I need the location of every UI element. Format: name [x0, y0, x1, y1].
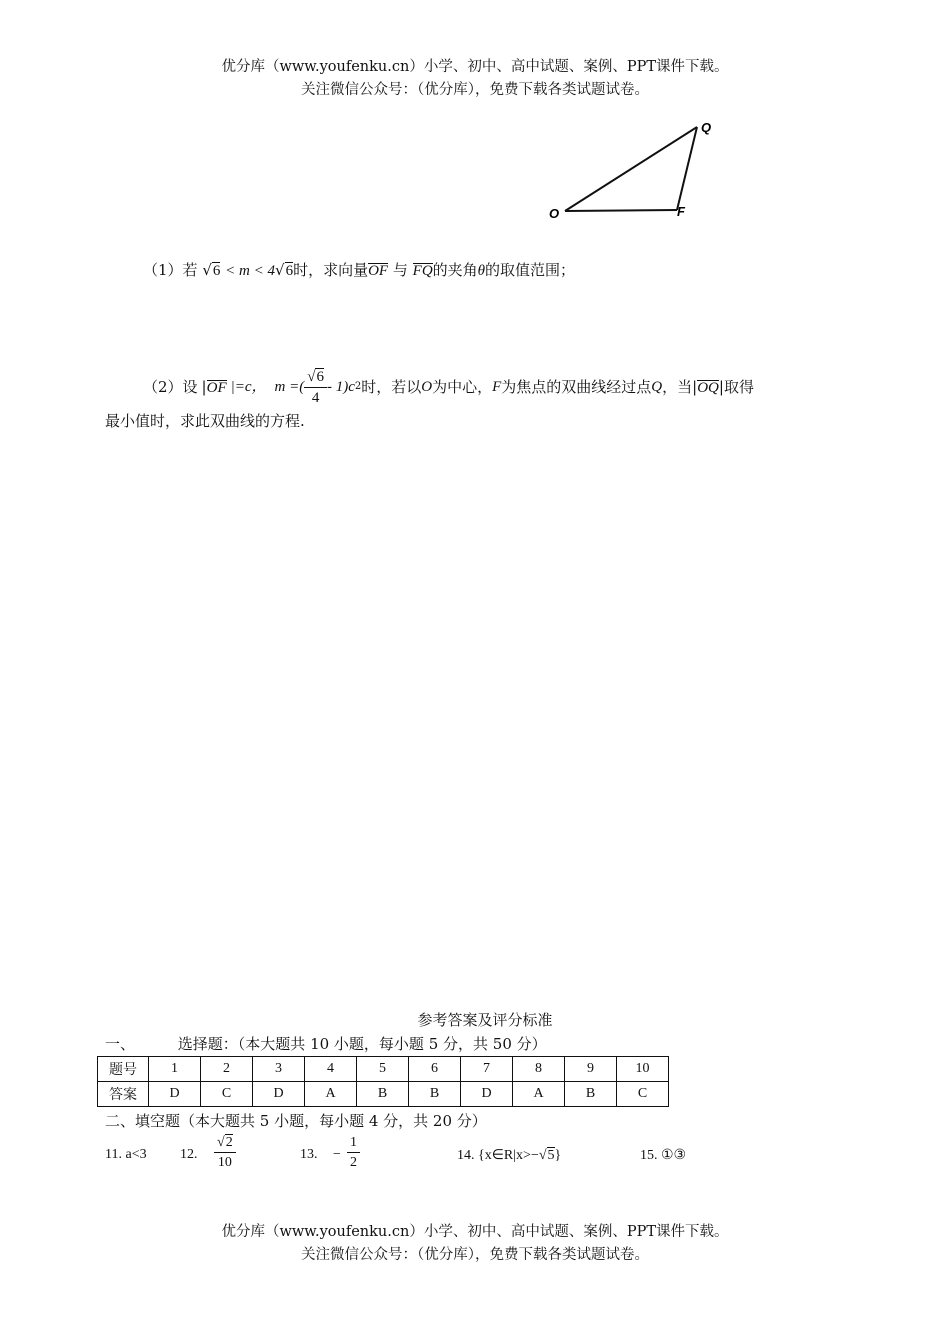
- table-cell: 10: [617, 1057, 669, 1082]
- table-cell: 1: [149, 1057, 201, 1082]
- section-2-heading: 二、填空题（本大题共 5 小题，每小题 4 分，共 20 分）: [105, 1112, 487, 1130]
- question-1: [143, 260, 575, 281]
- triangle-figure: [540, 112, 730, 228]
- q2-text-4: 为焦点的双曲线经过点: [501, 378, 652, 396]
- q1-text-2: 时，求向量: [293, 261, 369, 279]
- sqrt-6b: √6: [275, 261, 294, 279]
- fraction-denominator: 4: [311, 389, 320, 406]
- answer-14-label: 14.: [457, 1148, 475, 1163]
- answer-14-set: {x∈R|x>−: [478, 1148, 539, 1163]
- answer-13-fraction: [347, 1134, 360, 1173]
- answer-14: [457, 1147, 561, 1164]
- answer-11: 11. a<3: [105, 1147, 147, 1162]
- abs-oq: |OQ|: [692, 378, 724, 396]
- vector-of-2: OF: [206, 380, 227, 396]
- table-cell: 5: [357, 1057, 409, 1082]
- answer-12-denominator: 10: [217, 1155, 232, 1170]
- table-cell: B: [409, 1082, 461, 1107]
- q2-point-o: O: [421, 379, 433, 395]
- segment-of: [565, 210, 677, 211]
- label-f: F: [677, 204, 685, 219]
- q2-point-f: F: [492, 379, 502, 395]
- vector-fq: FQ: [412, 263, 433, 279]
- table-cell: C: [201, 1082, 253, 1107]
- answer-14-close: }: [554, 1148, 562, 1163]
- q2-equals-c: |=c，: [230, 379, 267, 395]
- table-row-answers: [98, 1082, 669, 1107]
- fraction-numerator: √6: [304, 367, 327, 388]
- answer-15: 15. ①③: [640, 1148, 687, 1163]
- header-line-2: 关注微信公众号：（优分库），免费下载各类试题试卷。: [301, 82, 649, 98]
- answer-13-label: 13.: [300, 1147, 318, 1162]
- table-row-numbers: [98, 1057, 669, 1082]
- q2-text-6: 取得: [723, 378, 754, 396]
- answer-13-numerator: 1: [347, 1134, 360, 1153]
- footer-line-2: 关注微信公众号：（优分库），免费下载各类试题试卷。: [301, 1247, 649, 1263]
- vector-oq: OQ: [697, 380, 719, 396]
- vector-of: OF: [368, 263, 389, 279]
- answer-13-denominator: 2: [350, 1155, 357, 1170]
- table-cell: B: [357, 1082, 409, 1107]
- section-1-text: 选择题：（本大题共 10 小题，每小题 5 分，共 50 分）: [177, 1035, 547, 1053]
- q1-text-5: 的取值范围；: [485, 261, 576, 279]
- footer-line-1: 优分库（www.youfenku.cn）小学、初中、高中试题、案例、PPT课件下载。: [221, 1224, 729, 1240]
- answer-12-label: 12.: [180, 1147, 198, 1162]
- label-o: O: [549, 206, 560, 221]
- table-cell: 8: [513, 1057, 565, 1082]
- table-cell: A: [513, 1082, 565, 1107]
- q1-number: （1）若: [143, 261, 198, 279]
- answer-table: [97, 1056, 669, 1107]
- table-cell: 2: [201, 1057, 253, 1082]
- table-cell: D: [149, 1082, 201, 1107]
- table-cell: 3: [253, 1057, 305, 1082]
- q2-number: （2）设: [143, 378, 198, 396]
- answer-12-numerator: √2: [214, 1134, 236, 1153]
- question-2: [143, 362, 754, 412]
- row-label-answers: 答案: [98, 1082, 149, 1107]
- row-label-numbers: 题号: [98, 1057, 149, 1082]
- q1-text-3: 与: [392, 261, 408, 279]
- q2-point-q: Q: [651, 379, 663, 395]
- q2-m-eq: m =(: [274, 379, 305, 395]
- answer-14-radicand: 5: [547, 1148, 555, 1163]
- table-cell: D: [461, 1082, 513, 1107]
- q2-text-3: 为中心，: [432, 378, 493, 396]
- answer-12-fraction: [214, 1134, 236, 1173]
- q2-line-2: 最小值时，求此双曲线的方程.: [105, 412, 305, 430]
- fraction-sqrt6-over-4: [304, 367, 327, 408]
- table-cell: B: [565, 1082, 617, 1107]
- sqrt-6: √6: [202, 261, 221, 279]
- table-cell: 9: [565, 1057, 617, 1082]
- q1-inequality: < m < 4: [225, 263, 275, 279]
- abs-of: |OF: [201, 378, 227, 396]
- q2-minus-1: - 1)c: [326, 379, 355, 395]
- section-1-number: 一、: [105, 1035, 136, 1053]
- answer-13-sign: −: [333, 1147, 341, 1162]
- label-q: Q: [701, 120, 712, 135]
- table-cell: 6: [409, 1057, 461, 1082]
- header-line-1: 优分库（www.youfenku.cn）小学、初中、高中试题、案例、PPT课件下载。: [221, 59, 729, 75]
- table-cell: A: [305, 1082, 357, 1107]
- theta-symbol: θ: [477, 263, 486, 279]
- q2-text-5: ，当: [662, 378, 693, 396]
- table-cell: 4: [305, 1057, 357, 1082]
- table-cell: D: [253, 1082, 305, 1107]
- answers-title: 参考答案及评分标准: [417, 1011, 553, 1029]
- table-cell: C: [617, 1082, 669, 1107]
- segment-fq: [677, 127, 697, 210]
- section-1-heading: [105, 1033, 547, 1054]
- table-cell: 7: [461, 1057, 513, 1082]
- q2-text-2: 时，若以: [361, 378, 422, 396]
- q1-text-4: 的夹角: [432, 261, 478, 279]
- q2-exponent: 2: [354, 381, 362, 392]
- answer-14-sqrt: √5: [538, 1148, 555, 1163]
- segment-qo: [565, 127, 697, 211]
